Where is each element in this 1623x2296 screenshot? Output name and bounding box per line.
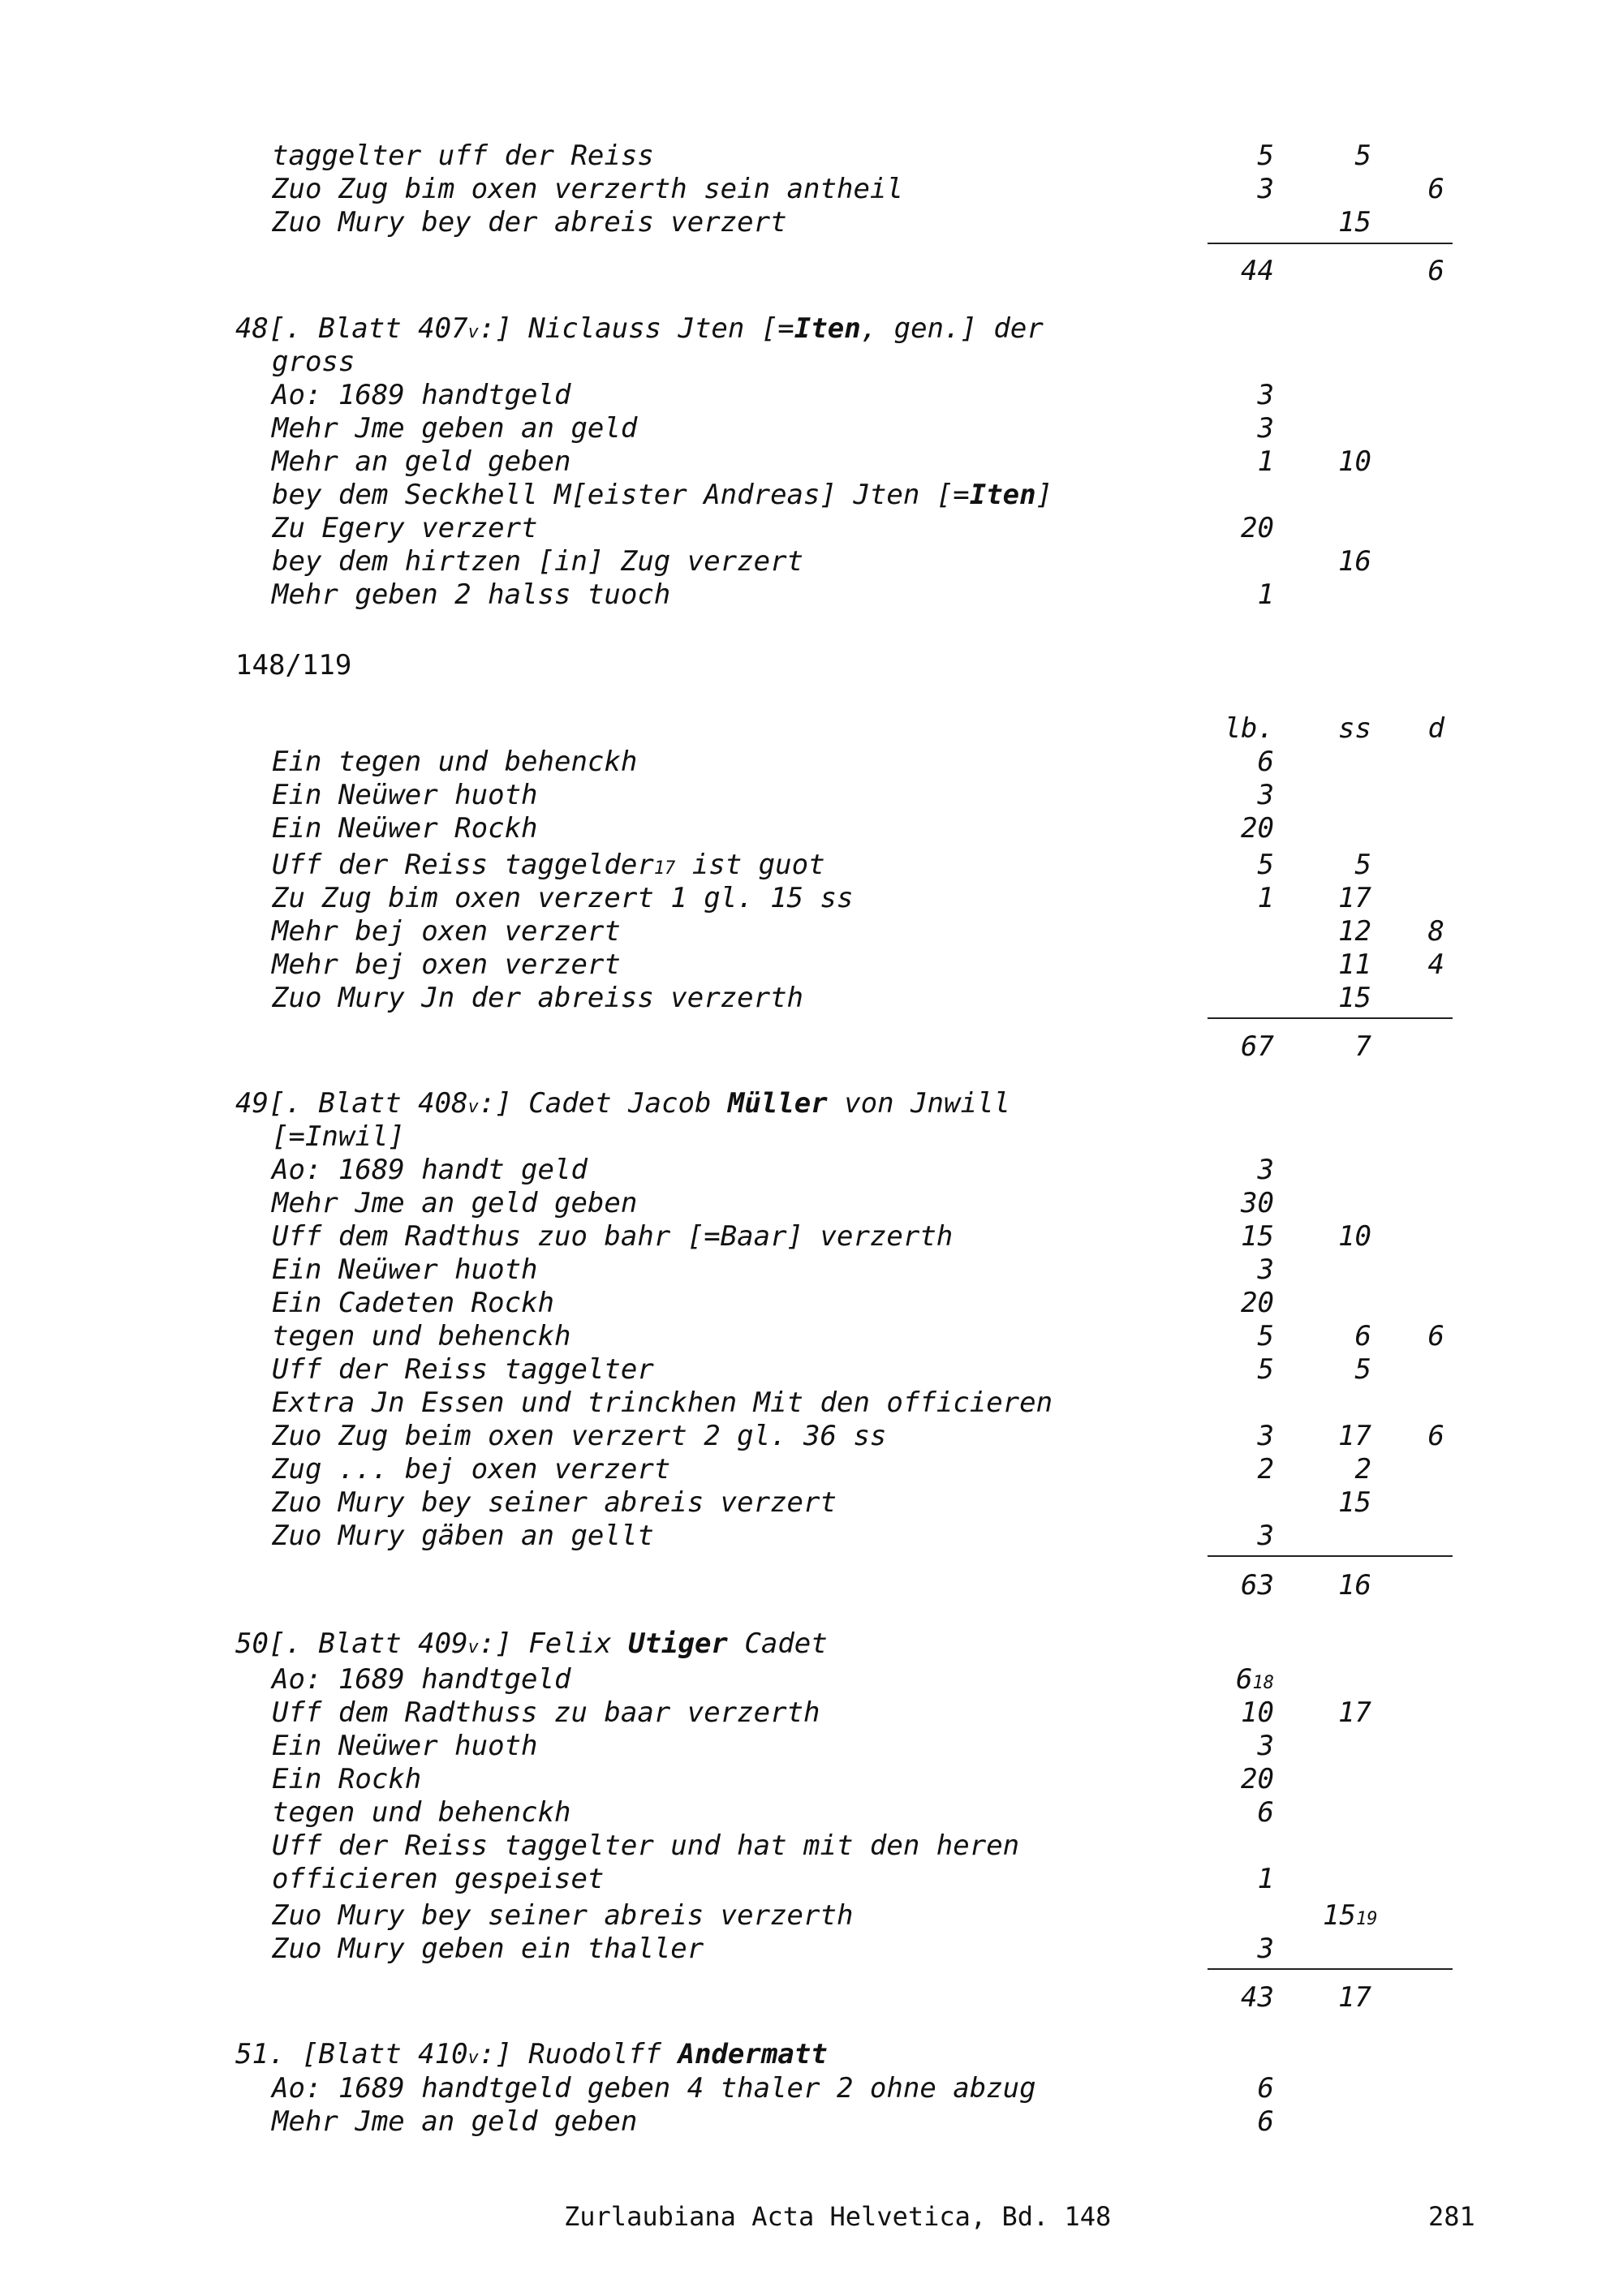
sum-rule [1208, 1017, 1453, 1019]
entry-text: Zuo Zug bim oxen verzerth sein antheil [272, 173, 903, 205]
entry-text: Ao: 1689 handtgeld [272, 1663, 571, 1696]
heading-text: :] Felix [478, 1627, 629, 1660]
ss-value: 15 [1338, 1486, 1371, 1519]
surname: Iten [794, 312, 861, 345]
entry-heading [0, 1087, 1623, 1120]
entry-number: 48 [235, 312, 269, 345]
ss-value: 5 [1354, 849, 1371, 881]
entry-heading [0, 1627, 1623, 1660]
ledger-row [0, 512, 1623, 544]
entry-text: bey dem hirtzen [in] Zug verzert [272, 545, 804, 578]
ledger-row [0, 1220, 1623, 1253]
heading-text: gross [272, 346, 355, 378]
lb-value: 30 [1241, 1187, 1274, 1219]
lb-value: 1 [1257, 445, 1274, 478]
ledger-row [0, 1730, 1623, 1762]
ledger-row [0, 812, 1623, 845]
lb-value: 3 [1257, 173, 1274, 205]
ledger-row [0, 379, 1623, 411]
lb-value: 3 [1257, 1520, 1274, 1552]
page-marker-text: 148/119 [235, 649, 352, 681]
entry-heading [0, 312, 1623, 345]
total-ss: 16 [1338, 1569, 1371, 1602]
entry-text: Zuo Mury Jn der abreiss verzerth [272, 982, 804, 1014]
ledger-row [0, 746, 1623, 778]
ledger-row [0, 479, 1623, 511]
lb-value: 6 [1257, 746, 1274, 778]
entry-text: Mehr Jme an geld geben [272, 2105, 638, 2138]
ledger-row [0, 982, 1623, 1014]
lb-value: 20 [1241, 1287, 1274, 1319]
lb-value: 5 [1257, 1353, 1274, 1386]
entry-text: Uff der Reiss taggelter [272, 1353, 654, 1386]
entry-text: Ao: 1689 handtgeld [272, 379, 571, 411]
column-header [0, 712, 1623, 745]
entry-text: Ein tegen und behenckh [272, 746, 638, 778]
d-value: 6 [1427, 173, 1444, 205]
entry-text: bey dem Seckhell M[eister Andreas] Jten [= [272, 479, 970, 511]
entry-text: Zug ... bej oxen verzert [272, 1453, 671, 1486]
entry-text: Zuo Mury bey seiner abreis verzerth [272, 1899, 854, 1932]
ledger-row [0, 915, 1623, 948]
heading-text: [Blatt 410 [285, 2038, 468, 2070]
column-ss: ss [1338, 712, 1371, 745]
entry-text: Uff der Reiss taggelter und hat mit den heren [272, 1829, 1020, 1862]
ledger-row [0, 1187, 1623, 1219]
total-row [0, 1030, 1623, 1063]
entry-text: taggelter uff der Reiss [272, 140, 654, 172]
entry-text: Uff der Reiss taggelder [272, 849, 654, 881]
entry-text: Uff dem Radthus zuo bahr [=Baar] verzerth [272, 1220, 954, 1253]
entry-number: 49 [235, 1087, 269, 1120]
total-ss: 17 [1338, 1981, 1371, 2014]
ss-value: 10 [1338, 1220, 1371, 1253]
ledger-row [0, 1696, 1623, 1729]
column-lb: lb. [1224, 712, 1274, 745]
entry-text: Mehr an geld geben [272, 445, 571, 478]
ledger-row [0, 1353, 1623, 1386]
entry-text: ] [1035, 479, 1053, 511]
lb-value: 6 [1257, 2072, 1274, 2105]
d-value: 8 [1427, 915, 1444, 948]
heading-text: [=Inwil] [272, 1120, 405, 1153]
lb-value: 5 [1257, 140, 1274, 172]
entry-text: tegen und behenckh [272, 1796, 571, 1829]
entry-text: Mehr Jme geben an geld [272, 412, 638, 445]
lb-value: 20 [1241, 812, 1274, 845]
lb-value: 10 [1241, 1696, 1274, 1729]
heading-text: Cadet [727, 1627, 828, 1660]
ledger-row [0, 1420, 1623, 1452]
ledger-row [0, 1829, 1623, 1862]
ss-value: 11 [1338, 948, 1371, 981]
lb-value: 5 [1257, 1320, 1274, 1352]
ledger-row [0, 1320, 1623, 1352]
d-value: 6 [1427, 1420, 1444, 1452]
entry-text: Ein Neüwer huoth [272, 1730, 538, 1762]
surname: Andermatt [678, 2038, 828, 2070]
total-lb: 44 [1241, 255, 1274, 287]
heading-text: [. Blatt 407 [268, 312, 468, 345]
heading-text: von Jnwill [827, 1087, 1010, 1120]
sum-rule [1208, 243, 1453, 244]
ledger-row [0, 1933, 1623, 1965]
ss-value: 5 [1354, 1353, 1371, 1386]
entry-text: Ein Neüwer huoth [272, 1253, 538, 1286]
heading-text: [. Blatt 409 [268, 1627, 468, 1660]
entry-text: Uff dem Radthuss zu baar verzerth [272, 1696, 820, 1729]
entry-text: Zuo Mury bey seiner abreis verzert [272, 1486, 837, 1519]
footer-title: Zurlaubiana Acta Helvetica, Bd. 148 [564, 2201, 1112, 2232]
ss-value: 2 [1354, 1453, 1371, 1486]
footnote-ref: 18 [1252, 1673, 1274, 1693]
entry-text: Mehr bej oxen verzert [272, 948, 621, 981]
footnote-ref: 17 [653, 858, 676, 879]
ledger-row [0, 1863, 1623, 1895]
d-value: 4 [1427, 948, 1444, 981]
ss-value: 17 [1338, 1420, 1371, 1452]
ss-value: 15 [1338, 982, 1371, 1014]
entry-text: Ein Rockh [272, 1763, 422, 1795]
ledger-row [0, 948, 1623, 981]
verso-superscript: v [467, 1637, 479, 1658]
ledger-row [0, 1253, 1623, 1286]
ss-value: 6 [1354, 1320, 1371, 1352]
ledger-row [0, 849, 1623, 881]
entry-text: Ein Cadeten Rockh [272, 1287, 554, 1319]
lb-value: 1 [1257, 578, 1274, 611]
heading-text: :] Cadet Jacob [478, 1087, 728, 1120]
entry-text: Extra Jn Essen und trinckhen Mit den officieren [272, 1387, 1053, 1419]
entry-heading-cont [0, 346, 1623, 378]
ss-value: 15 [1323, 1899, 1356, 1932]
lb-value: 15 [1241, 1220, 1274, 1253]
entry-heading [0, 2038, 1623, 2070]
lb-value: 20 [1241, 512, 1274, 544]
ledger-row [0, 1154, 1623, 1186]
entry-text: Zu Egery verzert [272, 512, 538, 544]
heading-text: :] Ruodolff [478, 2038, 678, 2070]
ss-value: 12 [1338, 915, 1371, 948]
page-marker [0, 649, 1623, 681]
lb-value: 2 [1257, 1453, 1274, 1486]
ledger-row [0, 779, 1623, 811]
lb-value: 3 [1257, 1154, 1274, 1186]
surname: Iten [969, 479, 1036, 511]
sum-rule [1208, 1968, 1453, 1970]
ledger-row [0, 1899, 1623, 1932]
total-ss: 7 [1354, 1030, 1371, 1063]
ledger-row [0, 578, 1623, 611]
entry-text: Mehr bej oxen verzert [272, 915, 621, 948]
entry-text: Zuo Mury gäben an gellt [272, 1520, 654, 1552]
ledger-row [0, 445, 1623, 478]
lb-value: 6 [1236, 1663, 1253, 1696]
lb-value: 1 [1257, 882, 1274, 914]
verso-superscript: v [467, 322, 479, 342]
ledger-row [0, 1453, 1623, 1486]
ledger-row [0, 1763, 1623, 1795]
total-lb: 63 [1241, 1569, 1274, 1602]
total-row [0, 255, 1623, 287]
page-number: 281 [1428, 2201, 1475, 2232]
entry-text: Mehr Jme an geld geben [272, 1187, 638, 1219]
entry-text: Ein Neüwer Rockh [272, 812, 538, 845]
entry-text: Zuo Zug beim oxen verzert 2 gl. 36 ss [272, 1420, 887, 1452]
ledger-row [0, 1520, 1623, 1552]
lb-value: 3 [1257, 1420, 1274, 1452]
lb-value: 3 [1257, 379, 1274, 411]
total-row [0, 1569, 1623, 1602]
entry-text: Zu Zug bim oxen verzert 1 gl. 15 ss [272, 882, 854, 914]
entry-number: 50 [235, 1627, 269, 1660]
entry-text: Zuo Mury bey der abreis verzert [272, 206, 787, 239]
surname: Utiger [628, 1627, 728, 1660]
entry-number: 51. [235, 2038, 286, 2070]
entry-text: tegen und behenckh [272, 1320, 571, 1352]
verso-superscript: v [467, 2048, 479, 2068]
lb-value: 1 [1257, 1863, 1274, 1895]
heading-text: :] Niclauss Jten [= [478, 312, 794, 345]
entry-text: Ao: 1689 handtgeld geben 4 thaler 2 ohne abzug [272, 2072, 1036, 2105]
ledger-row [0, 2105, 1623, 2138]
entry-text: officieren gespeiset [272, 1863, 605, 1895]
total-row [0, 1981, 1623, 2014]
ss-value: 16 [1338, 545, 1371, 578]
ledger-row [0, 412, 1623, 445]
ledger-row [0, 1796, 1623, 1829]
ledger-row [0, 206, 1623, 239]
sum-rule [1208, 1555, 1453, 1557]
heading-text: , gen.] der [860, 312, 1044, 345]
total-lb: 67 [1241, 1030, 1274, 1063]
ledger-row [0, 882, 1623, 914]
verso-superscript: v [467, 1097, 479, 1117]
ss-value: 5 [1354, 140, 1371, 172]
ss-value: 17 [1338, 1696, 1371, 1729]
heading-text: [. Blatt 408 [268, 1087, 468, 1120]
ledger-row [0, 140, 1623, 172]
ledger-row [0, 545, 1623, 578]
lb-value: 3 [1257, 1730, 1274, 1762]
ledger-row [0, 1387, 1623, 1419]
total-lb: 43 [1241, 1981, 1274, 2014]
ss-value: 10 [1338, 445, 1371, 478]
ss-value: 15 [1338, 206, 1371, 239]
total-d: 6 [1427, 255, 1444, 287]
ss-value: 17 [1338, 882, 1371, 914]
ledger-row [0, 1287, 1623, 1319]
lb-value: 6 [1257, 1796, 1274, 1829]
entry-text: Ein Neüwer huoth [272, 779, 538, 811]
ledger-row [0, 1486, 1623, 1519]
lb-value: 3 [1257, 1253, 1274, 1286]
ledger-row [0, 1663, 1623, 1696]
column-d: d [1427, 712, 1444, 745]
entry-heading-cont [0, 1120, 1623, 1153]
lb-value: 6 [1257, 2105, 1274, 2138]
d-value: 6 [1427, 1320, 1444, 1352]
ledger-row [0, 173, 1623, 205]
entry-text: Zuo Mury geben ein thaller [272, 1933, 704, 1965]
lb-value: 3 [1257, 1933, 1274, 1965]
ledger-row [0, 2072, 1623, 2105]
lb-value: 5 [1257, 849, 1274, 881]
entry-text: Mehr geben 2 halss tuoch [272, 578, 671, 611]
lb-value: 3 [1257, 412, 1274, 445]
surname: Müller [727, 1087, 828, 1120]
entry-text: Ao: 1689 handt geld [272, 1154, 588, 1186]
lb-value: 20 [1241, 1763, 1274, 1795]
entry-text: ist guot [675, 849, 825, 881]
lb-value: 3 [1257, 779, 1274, 811]
footnote-ref: 19 [1355, 1909, 1378, 1929]
